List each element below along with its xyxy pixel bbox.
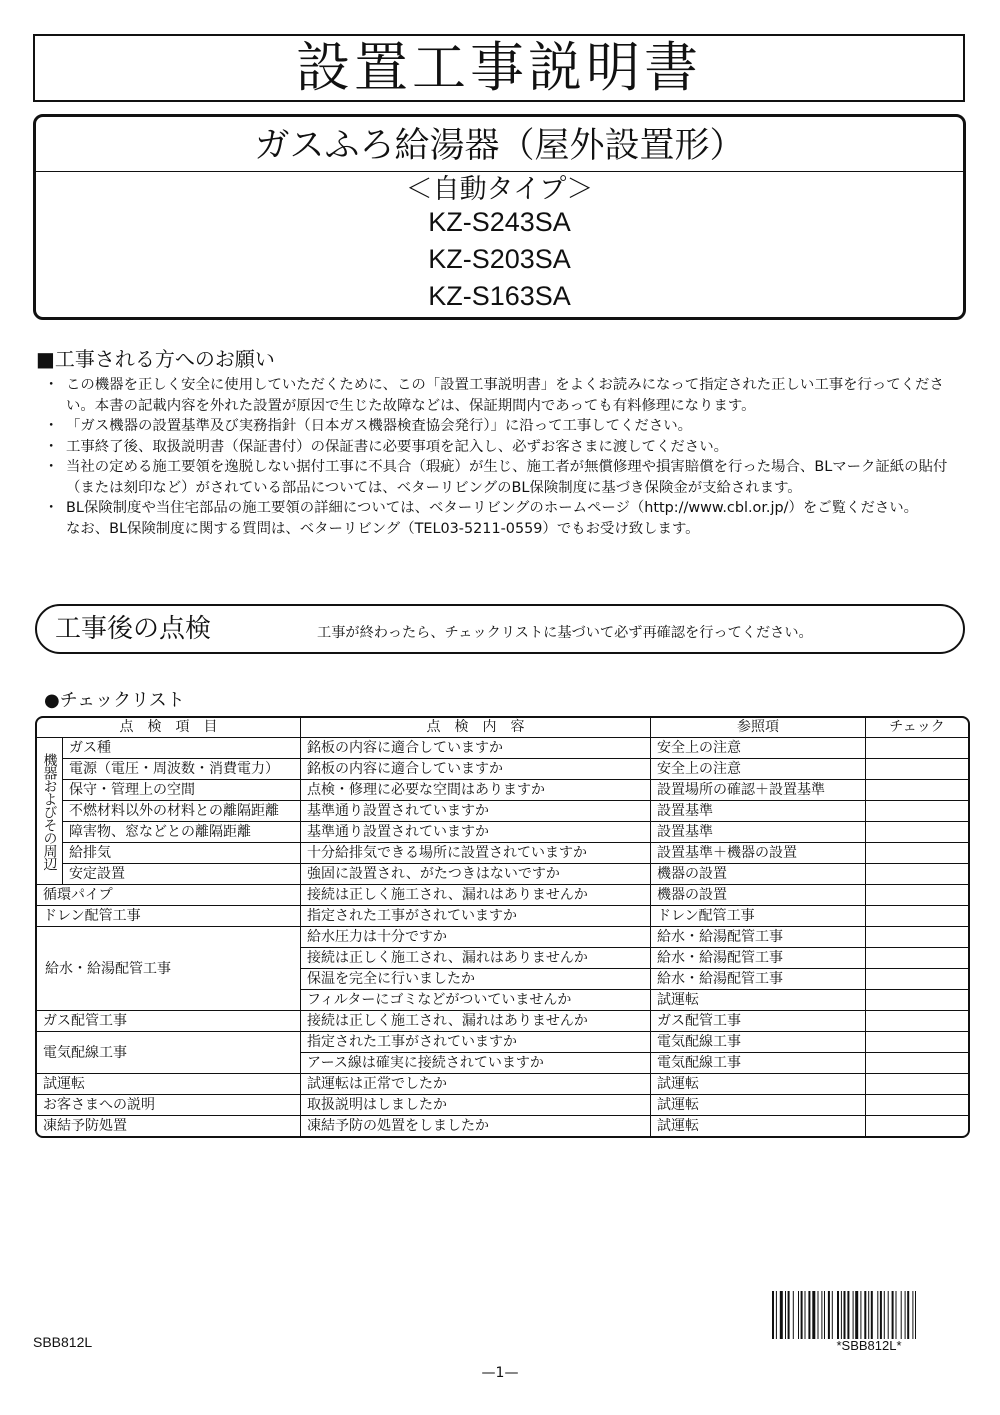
- cell-item: ドレン配管工事: [37, 906, 301, 927]
- barcode-bar: [915, 1291, 916, 1339]
- cell-content: 凍結予防の処置をしましたか: [301, 1116, 651, 1136]
- cell-content: 接続は正しく施工され、漏れはありませんか: [301, 948, 651, 969]
- cell-content: 基準通り設置されていますか: [301, 801, 651, 822]
- cell-item: 安定設置: [63, 864, 301, 885]
- header-ref: 参照項: [651, 718, 866, 738]
- cell-content: 接続は正しく施工され、漏れはありませんか: [301, 885, 651, 906]
- cell-ref: 給水・給湯配管工事: [651, 927, 866, 948]
- cell-ref: 機器の設置: [651, 885, 866, 906]
- barcode-bar: [798, 1291, 799, 1339]
- barcode-bar: [841, 1291, 842, 1339]
- cell-item: 障害物、窓などとの離隔距離: [63, 822, 301, 843]
- cell-ref: 試運転: [651, 1116, 866, 1136]
- cell-content: 強固に設置され、がたつきはないですか: [301, 864, 651, 885]
- cell-item: 不燃材料以外の材料との離隔距離: [63, 801, 301, 822]
- check-cell[interactable]: [866, 1032, 968, 1053]
- barcode-bar: [824, 1291, 825, 1339]
- cell-ref: 設置基準: [651, 801, 866, 822]
- barcode-bar: [877, 1291, 878, 1339]
- barcode-bar: [855, 1291, 858, 1339]
- barcode-bar: [892, 1291, 894, 1339]
- cell-item: 電気配線工事: [37, 1032, 301, 1074]
- barcode-bar: [785, 1291, 786, 1339]
- cell-content: 基準通り設置されていますか: [301, 822, 651, 843]
- cell-ref: 給水・給湯配管工事: [651, 948, 866, 969]
- product-type: ＜自動タイプ＞: [405, 174, 594, 205]
- table-row: [37, 864, 968, 885]
- request-list: [44, 375, 964, 539]
- cell-content: 取扱説明はしましたか: [301, 1095, 651, 1116]
- cell-ref: 機器の設置: [651, 864, 866, 885]
- barcode-bar: [880, 1291, 882, 1339]
- barcode-bar: [772, 1291, 774, 1339]
- cell-item: 電源（電圧・周波数・消費電力）: [63, 759, 301, 780]
- table-row: [37, 927, 968, 948]
- cell-item: 給水・給湯配管工事: [37, 927, 301, 1011]
- cell-ref: 安全上の注意: [651, 738, 866, 759]
- barcode-bar: [896, 1291, 897, 1339]
- barcode-bar: [847, 1291, 849, 1339]
- cell-item: ガス種: [63, 738, 301, 759]
- cell-item: 凍結予防処置: [37, 1116, 301, 1136]
- check-cell[interactable]: [866, 948, 968, 969]
- barcode-bar: [853, 1291, 854, 1339]
- check-cell[interactable]: [866, 801, 968, 822]
- request-item: ・ この機器を正しく安全に使用していただくために、この「設置工事説明書」をよくお読みになって指定された正しい工事を行ってください。本書の記載内容を外れた設置が原因で生じた故障などは、保証期間内であっても有料修理になります。: [44, 375, 964, 416]
- check-cell[interactable]: [866, 1011, 968, 1032]
- request-item: ・ 当社の定める施工要領を逸脱しない据付工事に不具合（瑕疵）が生じ、施工者が無償修理や損害賠償を行った場合、BLマーク証紙の貼付（または刻印など）がされている部品については、ベターリビングのBL保険制度に基づき保険金が支給されます。: [44, 457, 964, 498]
- cell-ref: 試運転: [651, 1074, 866, 1095]
- barcode-bar: [828, 1291, 830, 1339]
- barcode-bar: [780, 1291, 783, 1339]
- cell-ref: 設置基準＋機器の設置: [651, 843, 866, 864]
- barcode-bar: [884, 1291, 885, 1339]
- barcode-bar: [837, 1291, 839, 1339]
- cell-content: 銘板の内容に適合していますか: [301, 738, 651, 759]
- cell-item: お客さまへの説明: [37, 1095, 301, 1116]
- barcode-label: *SBB812L*: [836, 1338, 902, 1353]
- barcode-bar: [864, 1291, 866, 1339]
- table-row: [37, 1011, 968, 1032]
- table-row: [37, 780, 968, 801]
- checklist-heading: ●チェックリスト: [44, 690, 185, 711]
- document-title: 設置工事説明書: [33, 34, 965, 102]
- request-heading: ■工事される方へのお願い: [36, 347, 275, 371]
- table-row: [37, 1032, 968, 1053]
- cell-ref: ドレン配管工事: [651, 906, 866, 927]
- group-label: 機器およびその周辺: [37, 738, 63, 885]
- cell-content: 保温を完全に行いましたか: [301, 969, 651, 990]
- check-cell[interactable]: [866, 906, 968, 927]
- model-number: KZ-S243SA: [428, 207, 571, 237]
- page-number: —1—: [481, 1365, 519, 1381]
- table-row: [37, 738, 968, 759]
- barcode-bar: [907, 1291, 909, 1339]
- barcode-bar: [801, 1291, 803, 1339]
- barcode-bar: [868, 1291, 869, 1339]
- cell-ref: 設置場所の確認＋設置基準: [651, 780, 866, 801]
- inspection-note: 工事が終わったら、チェックリストに基づいて必ず再確認を行ってください。: [317, 625, 813, 641]
- cell-content: 試運転は正常でしたか: [301, 1074, 651, 1095]
- check-cell[interactable]: [866, 1074, 968, 1095]
- model-number: KZ-S163SA: [428, 281, 571, 311]
- barcode-bar: [912, 1291, 913, 1339]
- check-cell[interactable]: [866, 864, 968, 885]
- cell-content: 点検・修理に必要な空間はありますか: [301, 780, 651, 801]
- header-check: チェック: [866, 718, 968, 738]
- cell-content: 銘板の内容に適合していますか: [301, 759, 651, 780]
- checklist-table: [35, 716, 970, 1138]
- inspection-title: 工事後の点検: [55, 614, 212, 644]
- cell-content: アース線は確実に接続されていますか: [301, 1053, 651, 1074]
- cell-item: 保守・管理上の空間: [63, 780, 301, 801]
- check-cell[interactable]: [866, 1053, 968, 1074]
- request-item: なお、BL保険制度に関する質問は、ベターリビング（TEL03-5211-0559）でもお受け致します。: [66, 520, 700, 537]
- table-row: [37, 843, 968, 864]
- check-cell[interactable]: [866, 780, 968, 801]
- check-cell[interactable]: [866, 969, 968, 990]
- barcode-bar: [788, 1291, 790, 1339]
- inspection-banner: [35, 604, 965, 654]
- cell-content: フィルターにゴミなどがついていませんか: [301, 990, 651, 1011]
- barcode-bar: [905, 1291, 906, 1339]
- cell-ref: 電気配線工事: [651, 1053, 866, 1074]
- cell-content: 十分給排気できる場所に設置されていますか: [301, 843, 651, 864]
- table-row: [37, 885, 968, 906]
- check-cell[interactable]: [866, 1116, 968, 1136]
- barcode-bar: [776, 1291, 777, 1339]
- table-header-row: [37, 718, 968, 738]
- cell-content: 給水圧力は十分ですか: [301, 927, 651, 948]
- barcode-bar: [808, 1291, 810, 1339]
- cell-content: 指定された工事がされていますか: [301, 1032, 651, 1053]
- table-row: [37, 759, 968, 780]
- request-item: ・ 「ガス機器の設置基準及び実務指針（日本ガス機器検査協会発行）」に沿って工事してください。: [44, 416, 964, 437]
- table-row: [37, 1095, 968, 1116]
- check-cell[interactable]: [866, 990, 968, 1011]
- table-row: [37, 906, 968, 927]
- table-row: [37, 822, 968, 843]
- cell-ref: 給水・給湯配管工事: [651, 969, 866, 990]
- cell-ref: 設置基準: [651, 822, 866, 843]
- barcode-bar: [860, 1291, 861, 1339]
- header-item: 点 検 項 目: [37, 718, 301, 738]
- barcode-bar: [871, 1291, 873, 1339]
- cell-ref: ガス配管工事: [651, 1011, 866, 1032]
- table-row: [37, 801, 968, 822]
- request-item: ・ BL保険制度や当住宅部品の施工要領の詳細については、ベターリビングのホームページ（http://www.cbl.or.jp/）をご覧ください。: [44, 498, 964, 519]
- barcode-bar: [793, 1291, 794, 1339]
- barcode-bar: [818, 1291, 819, 1339]
- cell-content: 指定された工事がされていますか: [301, 906, 651, 927]
- cell-item: 試運転: [37, 1074, 301, 1095]
- table-row: [37, 1074, 968, 1095]
- cell-ref: 試運転: [651, 990, 866, 1011]
- check-cell[interactable]: [866, 759, 968, 780]
- check-cell[interactable]: [866, 843, 968, 864]
- barcode-bar: [821, 1291, 822, 1339]
- model-number: KZ-S203SA: [428, 244, 571, 274]
- cell-ref: 試運転: [651, 1095, 866, 1116]
- table-row: [37, 1116, 968, 1136]
- product-name: ガスふろ給湯器（屋外設置形）: [36, 117, 963, 172]
- barcode-bar: [812, 1291, 815, 1339]
- check-cell[interactable]: [866, 1095, 968, 1116]
- barcode-bar: [901, 1291, 902, 1339]
- barcode-icon: [772, 1291, 966, 1339]
- barcode-bar: [888, 1291, 889, 1339]
- check-cell[interactable]: [866, 885, 968, 906]
- barcode-bar: [805, 1291, 806, 1339]
- check-cell[interactable]: [866, 822, 968, 843]
- cell-ref: 電気配線工事: [651, 1032, 866, 1053]
- check-cell[interactable]: [866, 738, 968, 759]
- document-code: SBB812L: [33, 1334, 93, 1350]
- cell-item: 循環パイプ: [37, 885, 301, 906]
- cell-ref: 安全上の注意: [651, 759, 866, 780]
- request-item: ・ 工事終了後、取扱説明書（保証書付）の保証書に必要事項を記入し、必ずお客さまに渡してください。: [44, 437, 964, 458]
- check-cell[interactable]: [866, 927, 968, 948]
- product-box: [33, 114, 966, 320]
- barcode-bar: [832, 1291, 833, 1339]
- cell-item: ガス配管工事: [37, 1011, 301, 1032]
- cell-content: 接続は正しく施工され、漏れはありませんか: [301, 1011, 651, 1032]
- header-content: 点 検 内 容: [301, 718, 651, 738]
- cell-item: 給排気: [63, 843, 301, 864]
- barcode-bar: [844, 1291, 846, 1339]
